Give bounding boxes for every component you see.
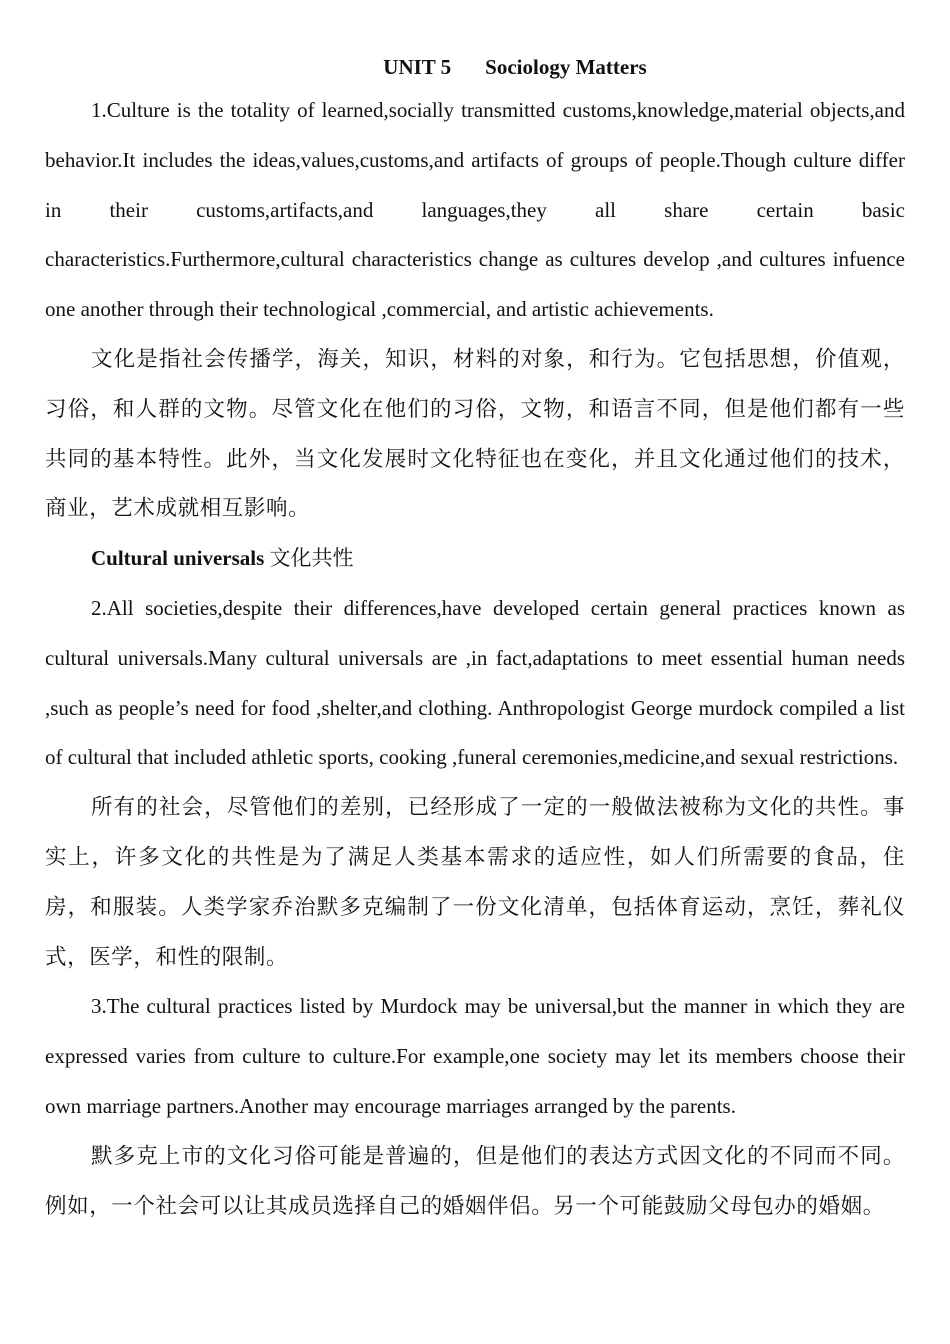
paragraph-1-chinese: 文化是指社会传播学，海关，知识，材料的对象，和行为。它包括思想，价值观，习俗，和人群的文物。尽管文化在他们的习俗，文物，和语言不同，但是他们都有一些共同的基本特性。此外，当文化发展时文化特征也在变化，并且文化通过他们的技术，商业，艺术成就相互影响。 bbox=[45, 346, 905, 521]
document-page bbox=[45, 48, 905, 1231]
section-heading bbox=[45, 534, 905, 584]
page-title bbox=[125, 48, 905, 86]
paragraph-3-english: 3.The cultural practices listed by Murdock may be universal,but the manner in which they are expressed varies from culture to culture.For example,one society may let its members choose their own marriage partners.Another may encourage marriages arranged by the parents. bbox=[45, 994, 905, 1118]
title-name: Sociology Matters bbox=[485, 55, 647, 79]
paragraph-2-english: 2.All societies,despite their differences,have developed certain general practices known as cultural universals.Many cultural universals are ,in fact,adaptations to meet essential human needs ,such as people’s need for food ,shelter,and clothing. Anthropologist George murdock compiled a list of cultural that included athletic sports, cooking ,funeral ceremonies,medicine,and sexual restrictions. bbox=[45, 595, 905, 770]
section-heading-english: Cultural universals bbox=[91, 546, 265, 571]
section-heading-chinese: 文化共性 bbox=[269, 546, 354, 571]
paragraph-3-chinese: 默多克上市的文化习俗可能是普遍的，但是他们的表达方式因文化的不同而不同。例如，一个社会可以让其成员选择自己的婚姻伴侣。另一个可能鼓励父母包办的婚姻。 bbox=[45, 1143, 905, 1218]
title-unit: UNIT 5 bbox=[383, 55, 452, 79]
paragraph-2-chinese: 所有的社会，尽管他们的差别，已经形成了一定的一般做法被称为文化的共性。事实上，许多文化的共性是为了满足人类基本需求的适应性，如人们所需要的食品，住房，和服装。人类学家乔治默多克编制了一份文化清单，包括体育运动，烹饪，葬礼仪式，医学，和性的限制。 bbox=[45, 795, 905, 969]
paragraph-1-english: 1.Culture is the totality of learned,socially transmitted customs,knowledge,material objects,and behavior.It includes the ideas,values,customs,and artifacts of groups of people.Though culture differ in their customs,artifacts,and languages,they all share certain basic characteristics.Furthermore,cultural characteristics change as cultures develop ,and cultures infuence one another through their technological ,commercial, and artistic achievements. bbox=[45, 98, 905, 322]
